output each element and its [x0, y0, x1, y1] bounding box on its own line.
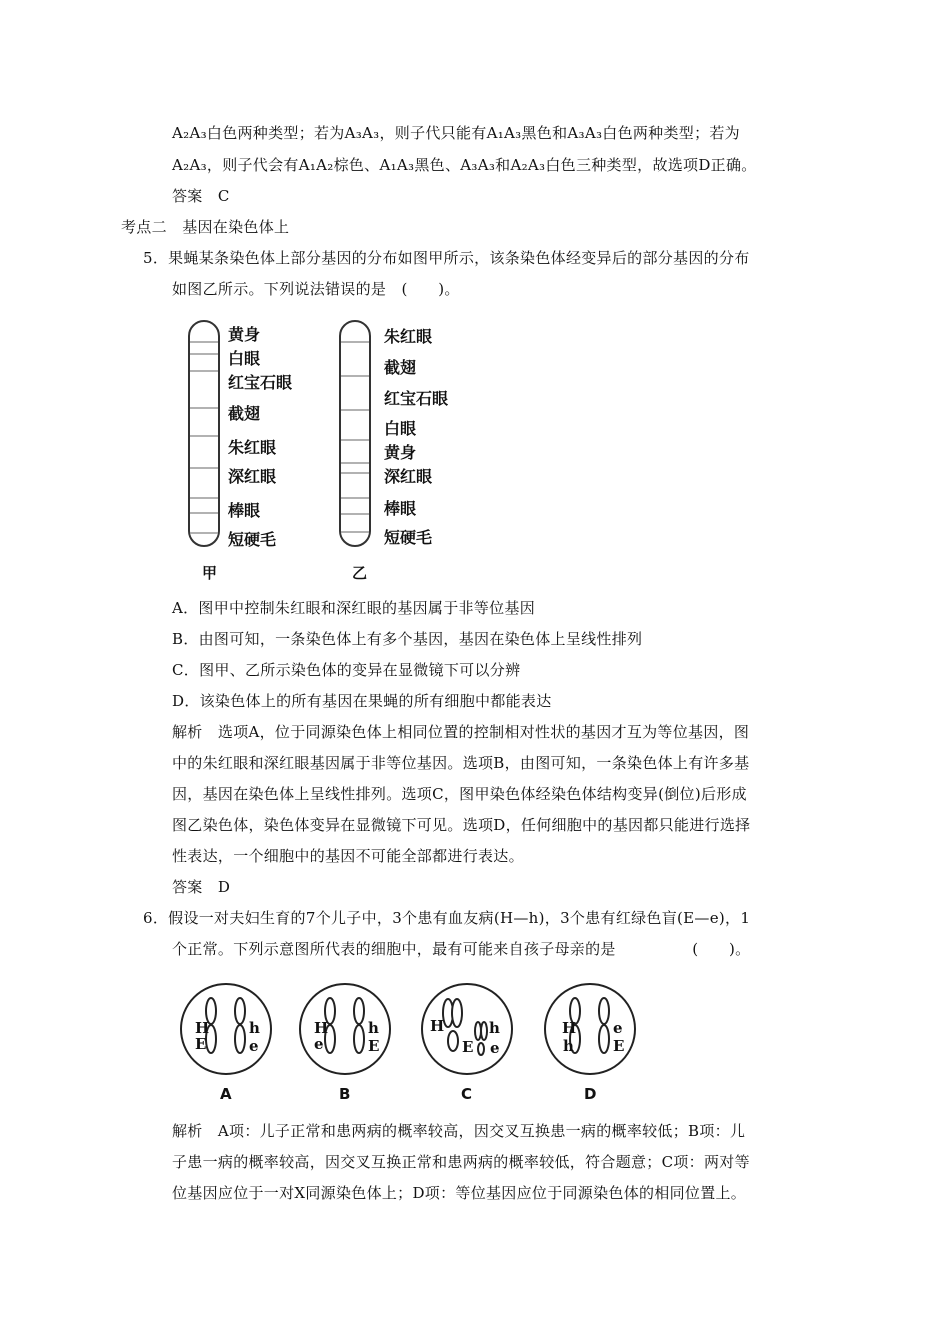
allele-label: h — [563, 1037, 574, 1055]
cell-caption-c: C — [461, 1085, 473, 1103]
allele-label: h — [249, 1019, 260, 1037]
option-c: C．图甲、乙所示染色体的变异在显微镜下可以分辨 — [172, 661, 521, 679]
gene-label: 红宝石眼 — [228, 373, 293, 392]
allele-label: e — [314, 1035, 324, 1053]
option-d: D．该染色体上的所有基因在果蝇的所有细胞中都能表达 — [172, 692, 552, 710]
allele-label: e — [490, 1039, 500, 1057]
gene-label: 截翅 — [384, 358, 417, 377]
figure-caption-yi: 乙 — [352, 564, 368, 582]
explanation-line: 子患一病的概率较高，因交叉互换正常和患两病的概率较低，符合题意；C项：两对等 — [172, 1153, 750, 1171]
explanation-line: 中的朱红眼和深红眼基因属于非等位基因。选项B，由图可知，一条染色体上有许多基 — [172, 754, 750, 772]
gene-label: 截翅 — [228, 404, 261, 423]
chromosome-yi — [340, 321, 370, 546]
answer-line: 答案 D — [172, 878, 231, 896]
allele-label: H — [314, 1019, 329, 1037]
chromosome-diagram — [180, 318, 480, 588]
cell-figure — [170, 975, 650, 1105]
question-6-line: 6．假设一对夫妇生育的7个儿子中，3个患有血友病(H—h)，3个患有红绿色盲(E—e)，1 — [143, 909, 751, 927]
gene-label: 朱红眼 — [384, 327, 433, 346]
allele-label: e — [249, 1037, 259, 1055]
explanation-line: 位基因应位于一对X同源染色体上；D项：等位基因应位于同源染色体的相同位置上。 — [172, 1184, 747, 1202]
gene-label: 白眼 — [384, 419, 417, 438]
allele-label: H — [562, 1019, 577, 1037]
answer-line: 答案 C — [172, 187, 230, 205]
explanation-line: 解析 选项A，位于同源染色体上相同位置的控制相对性状的基因才互为等位基因，图 — [172, 723, 750, 741]
allele-label: e — [613, 1019, 623, 1037]
text-line: A₂A₃白色两种类型；若为A₃A₃，则子代只能有A₁A₃黑色和A₃A₃白色两种类型；若为 — [172, 124, 740, 142]
gene-label: 白眼 — [228, 349, 261, 368]
gene-label: 棒眼 — [384, 499, 417, 518]
figure-caption-jia: 甲 — [202, 564, 218, 582]
gene-label: 朱红眼 — [228, 438, 277, 457]
gene-label: 黄身 — [384, 443, 417, 462]
allele-label: h — [368, 1019, 379, 1037]
allele-label: E — [195, 1035, 207, 1053]
cell-caption-d: D — [584, 1085, 597, 1103]
allele-label: H — [195, 1019, 210, 1037]
option-a: A．图甲中控制朱红眼和深红眼的基因属于非等位基因 — [172, 599, 536, 617]
gene-label: 深红眼 — [228, 467, 277, 486]
explanation-line: 性表达，一个细胞中的基因不可能全部都进行表达。 — [172, 847, 524, 865]
cell-caption-b: B — [339, 1085, 351, 1103]
allele-label: E — [368, 1037, 380, 1055]
explanation-line: 因，基因在染色体上呈线性排列。选项C，图甲染色体经染色体结构变异(倒位)后形成 — [172, 785, 747, 803]
question-5-line: 5．果蝇某条染色体上部分基因的分布如图甲所示，该条染色体经变异后的部分基因的分布 — [143, 249, 750, 267]
gene-label: 深红眼 — [384, 467, 433, 486]
question-5-line: 如图乙所示。下列说法错误的是 ( )。 — [172, 280, 460, 298]
option-b: B．由图可知，一条染色体上有多个基因，基因在染色体上呈线性排列 — [172, 630, 643, 648]
explanation-line: 图乙染色体，染色体变异在显微镜下可见。选项D，任何细胞中的基因都只能进行选择 — [172, 816, 751, 834]
section-heading: 考点二 基因在染色体上 — [121, 218, 290, 236]
cell-caption-a: A — [220, 1085, 232, 1103]
gene-label: 红宝石眼 — [384, 389, 449, 408]
cell-diagram — [170, 975, 650, 1085]
gene-label: 短硬毛 — [384, 528, 433, 547]
question-6-line: 个正常。下列示意图所代表的细胞中，最有可能来自孩子母亲的是 ( )。 — [172, 940, 751, 958]
gene-label: 棒眼 — [228, 501, 261, 520]
allele-label: H — [430, 1017, 445, 1035]
gene-label: 黄身 — [228, 325, 261, 344]
gene-label: 短硬毛 — [228, 530, 277, 549]
text-line: A₂A₃，则子代会有A₁A₂棕色、A₁A₃黑色、A₃A₃和A₂A₃白色三种类型，故选项D正确。 — [172, 156, 757, 174]
allele-label: E — [613, 1037, 625, 1055]
allele-label: h — [489, 1019, 500, 1037]
allele-label: E — [462, 1038, 474, 1056]
explanation-line: 解析 A项：儿子正常和患两病的概率较高，因交叉互换患一病的概率较低；B项：儿 — [172, 1122, 746, 1140]
chromosome-figure — [180, 318, 480, 588]
